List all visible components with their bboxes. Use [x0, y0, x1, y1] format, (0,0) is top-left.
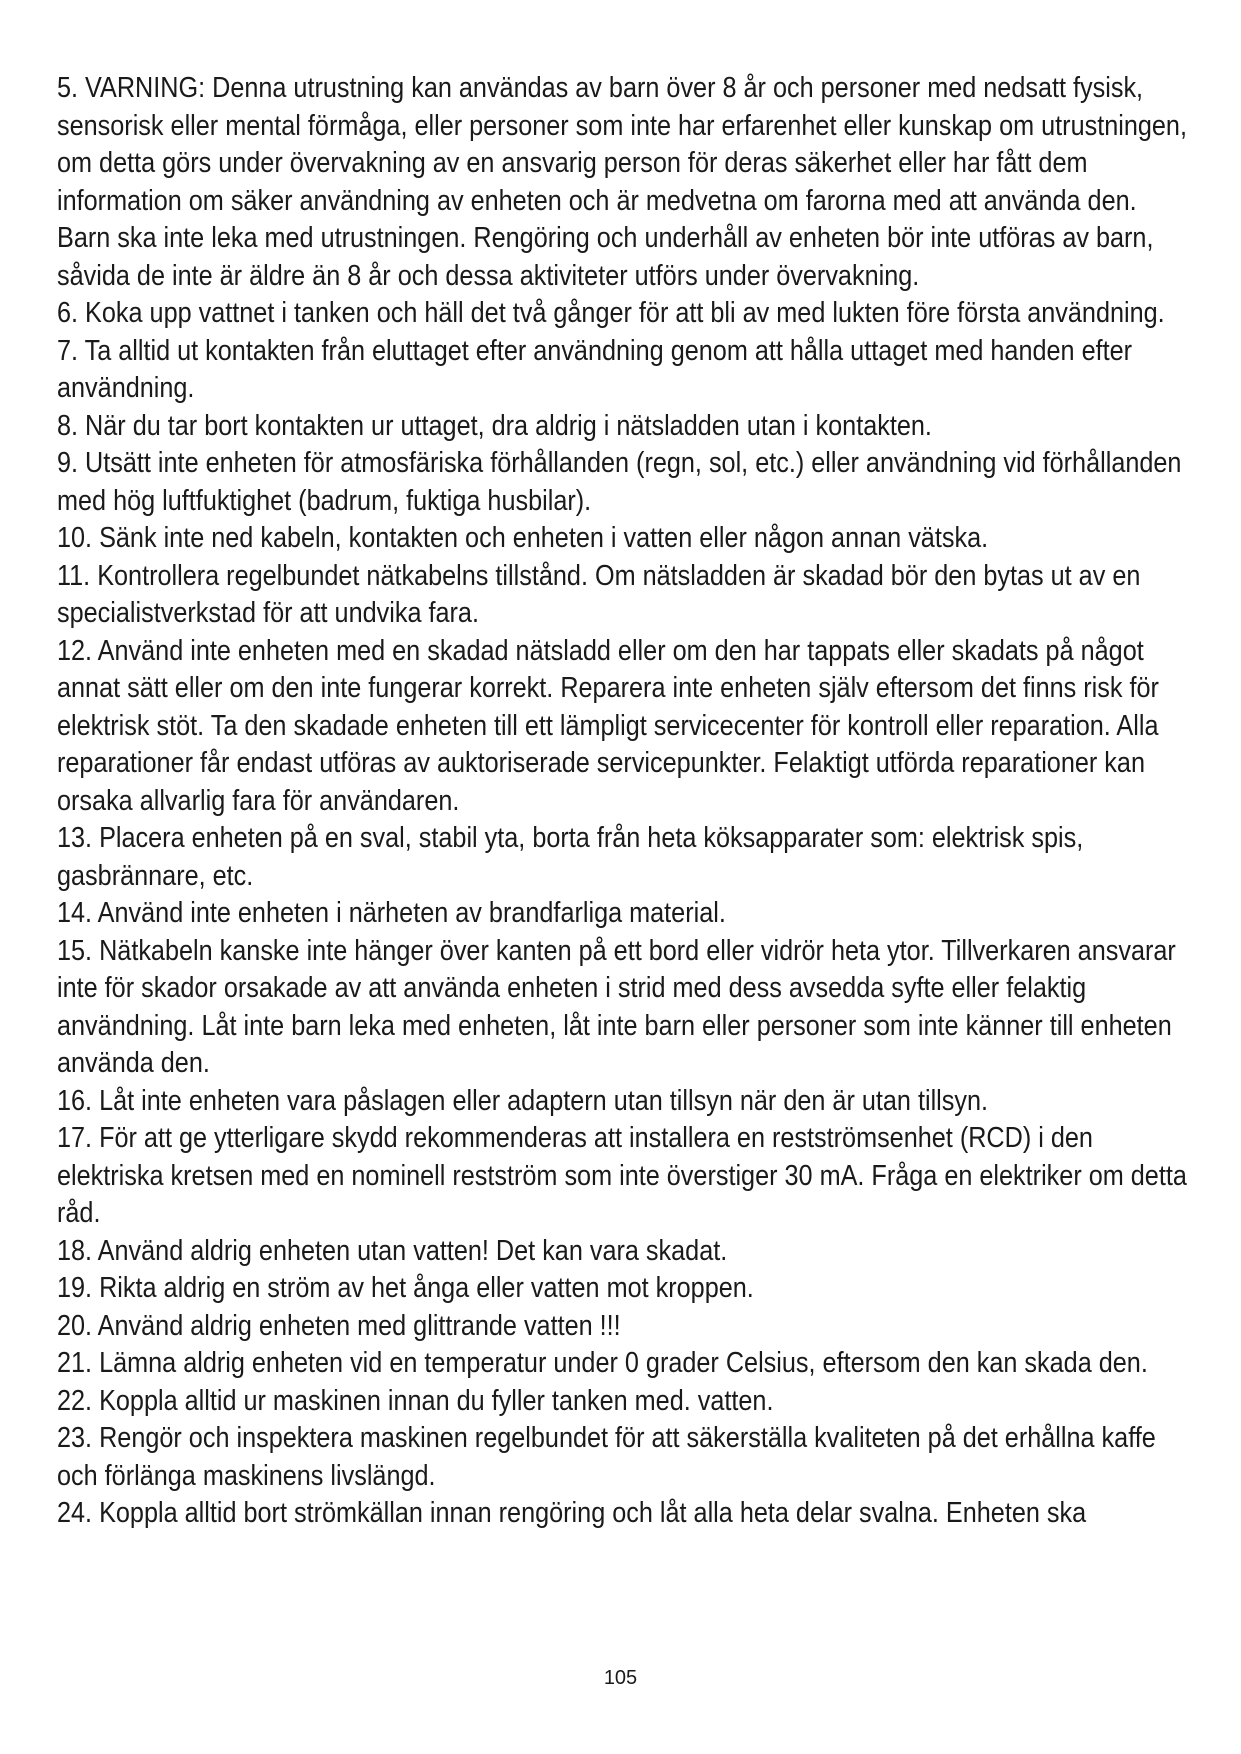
paragraph-item-11: 11. Kontrollera regelbundet nätkabelns tillstånd. Om nätsladden är skadad bör den bytas ut av en specialistverkstad för att undvika fara.	[57, 559, 1141, 629]
paragraph-item-19: 19. Rikta aldrig en ström av het ånga eller vatten mot kroppen.	[57, 1272, 754, 1304]
page-number: 105	[603, 1667, 638, 1689]
paragraph-item-6: 6. Koka upp vattnet i tanken och häll det två gånger för att bli av med lukten före första användning.	[57, 297, 1165, 329]
page-body	[57, 70, 1187, 1533]
paragraph-item-22: 22. Koppla alltid ur maskinen innan du fyller tanken med. vatten.	[57, 1384, 774, 1417]
paragraph-item-8: 8. När du tar bort kontakten ur uttaget, dra aldrig i nätsladden utan i kontakten.	[57, 409, 932, 442]
paragraph-item-5: 5. VARNING: Denna utrustning kan användas av barn över 8 år och personer med nedsatt fysisk, sensorisk eller mental förmåga, eller personer som inte har erfarenhet eller kunskap om utrustningen, om detta görs under övervakning av en ansvarig person för deras säkerhet eller har fått dem information om säker användning av enheten och är medvetna om farorna med att använda den. Barn ska inte leka med utrustningen. Rengöring och underhåll av enheten bör inte utföras av barn, såvida de inte är äldre än 8 år och dessa aktiviteter utförs under övervakning.	[57, 72, 1187, 292]
paragraph-item-20: 20. Använd aldrig enheten med glittrande vatten !!!	[57, 1309, 621, 1342]
paragraph-item-24: 24. Koppla alltid bort strömkällan innan rengöring och låt alla heta delar svalna. Enheten ska	[57, 1497, 1087, 1529]
paragraph-item-15: 15. Nätkabeln kanske inte hänger över kanten på ett bord eller vidrör heta ytor. Tillverkaren ansvarar inte för skador orsakade av att använda enheten i strid med dess avsedda syfte eller felaktig användning. Låt inte barn leka med enheten, låt inte barn eller personer som inte känner till enheten använda den.	[57, 934, 1176, 1079]
paragraph-item-23: 23. Rengör och inspektera maskinen regelbundet för att säkerställa kvaliteten på det erhållna kaffe och förlänga maskinens livslängd.	[57, 1422, 1156, 1492]
paragraph-item-17: 17. För att ge ytterligare skydd rekommenderas att installera en restströmsenhet (RCD) i den elektriska kretsen med en nominell restström som inte överstiger 30 mA. Fråga en elektriker om detta råd.	[57, 1122, 1187, 1229]
paragraph-item-13: 13. Placera enheten på en sval, stabil yta, borta från heta köksapparater som: elektrisk spis, gasbrännare, etc.	[57, 822, 1084, 892]
paragraph-item-7: 7. Ta alltid ut kontakten från eluttaget efter användning genom att hålla uttaget med handen efter användning.	[57, 334, 1133, 404]
paragraph-item-12: 12. Använd inte enheten med en skadad nätsladd eller om den har tappats eller skadats på något annat sätt eller om den inte fungerar korrekt. Reparera inte enheten själv eftersom det finns risk för elektrisk stöt. Ta den skadade enheten till ett lämpligt servicecenter för kontroll eller reparation. Alla reparationer får endast utföras av auktoriserade servicepunkter. Felaktigt utförda reparationer kan orsaka allvarlig fara för användaren.	[57, 634, 1159, 817]
paragraph-item-21: 21. Lämna aldrig enheten vid en temperatur under 0 grader Celsius, eftersom den kan skada den.	[57, 1347, 1148, 1379]
paragraph-item-10: 10. Sänk inte ned kabeln, kontakten och enheten i vatten eller någon annan vätska.	[57, 522, 989, 554]
paragraph-item-9: 9. Utsätt inte enheten för atmosfäriska förhållanden (regn, sol, etc.) eller användning vid förhållanden med hög luftfuktighet (badrum, fuktiga husbilar).	[57, 447, 1182, 517]
paragraph-item-16: 16. Låt inte enheten vara påslagen eller adaptern utan tillsyn när den är utan tillsyn.	[57, 1084, 989, 1117]
paragraph-item-14: 14. Använd inte enheten i närheten av brandfarliga material.	[57, 897, 726, 929]
paragraph-item-18: 18. Använd aldrig enheten utan vatten! Det kan vara skadat.	[57, 1234, 728, 1267]
